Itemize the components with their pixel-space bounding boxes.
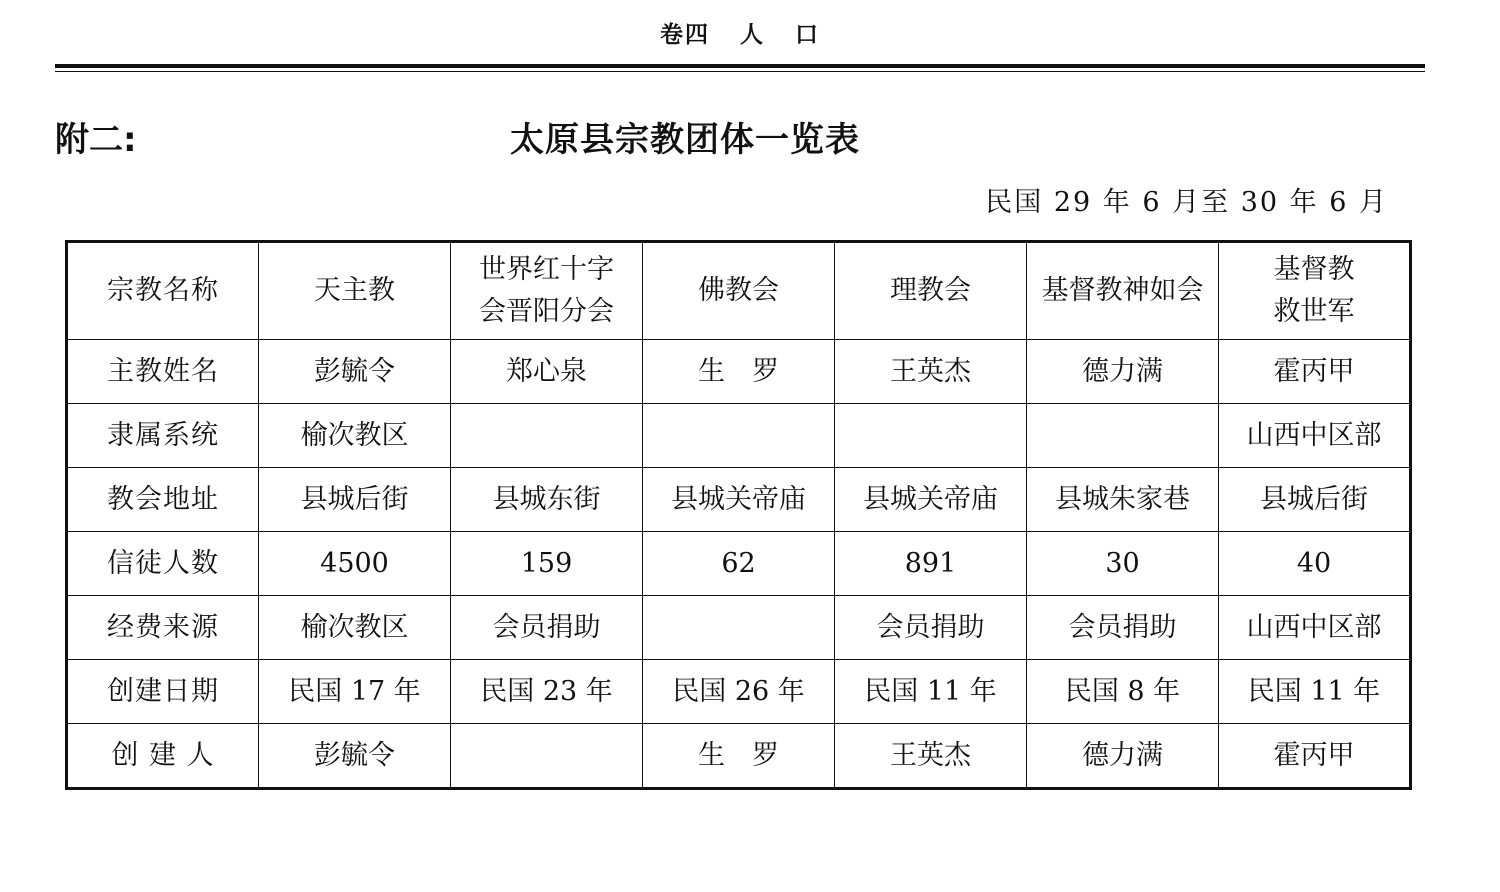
table-row	[67, 532, 1411, 596]
table-cell: 彭毓令	[259, 340, 451, 404]
table-cell	[451, 724, 643, 789]
row-label: 主教姓名	[67, 340, 259, 404]
table-cell: 彭毓令	[259, 724, 451, 789]
column-header-line: 基督教	[1273, 254, 1355, 285]
header-rule-thick	[55, 64, 1425, 68]
table-cell: 县城后街	[259, 468, 451, 532]
running-head-char-2: 口	[795, 21, 820, 48]
table-cell	[835, 404, 1027, 468]
table-cell: 德力满	[1027, 340, 1219, 404]
table-cell: 县城关帝庙	[835, 468, 1027, 532]
table-cell: 山西中区部	[1219, 404, 1411, 468]
table-cell	[643, 404, 835, 468]
column-header	[835, 242, 1027, 340]
table-cell: 生 罗	[643, 340, 835, 404]
column-header-line: 世界红十字	[479, 254, 614, 285]
column-header	[1219, 242, 1411, 340]
table-row	[67, 404, 1411, 468]
table-cell: 会员捐助	[451, 596, 643, 660]
table-row	[67, 340, 1411, 404]
column-header-line: 理教会	[890, 275, 971, 306]
table-cell: 891	[835, 532, 1027, 596]
table-cell: 民国 17 年	[259, 660, 451, 724]
table-cell: 民国 26 年	[643, 660, 835, 724]
table-row	[67, 660, 1411, 724]
column-header-line: 佛教会	[698, 275, 779, 306]
table-cell: 民国 8 年	[1027, 660, 1219, 724]
row-label: 创 建 人	[67, 724, 259, 789]
table-cell	[451, 404, 643, 468]
table-cell: 会员捐助	[1027, 596, 1219, 660]
running-head-char-1: 人	[740, 21, 765, 48]
page-title: 太原县宗教团体一览表	[510, 120, 860, 160]
column-header	[643, 242, 835, 340]
table-row	[67, 724, 1411, 789]
row-label: 信徒人数	[67, 532, 259, 596]
table-cell: 民国 11 年	[835, 660, 1027, 724]
table-cell	[643, 596, 835, 660]
column-header-line: 会晋阳分会	[479, 296, 614, 327]
table-cell: 王英杰	[835, 724, 1027, 789]
date-range: 民国 29 年 6 月至 30 年 6 月	[985, 187, 1388, 218]
table-row	[67, 596, 1411, 660]
row-label: 创建日期	[67, 660, 259, 724]
running-head-volume: 卷四	[660, 21, 710, 48]
row-label: 教会地址	[67, 468, 259, 532]
table-cell: 王英杰	[835, 340, 1027, 404]
table-cell: 会员捐助	[835, 596, 1027, 660]
table-header-label: 宗教名称	[67, 242, 259, 340]
table-cell: 县城后街	[1219, 468, 1411, 532]
table-cell: 4500	[259, 532, 451, 596]
table-row	[67, 468, 1411, 532]
table-cell: 30	[1027, 532, 1219, 596]
table-cell: 62	[643, 532, 835, 596]
table-cell: 榆次教区	[259, 596, 451, 660]
table-cell: 郑心泉	[451, 340, 643, 404]
column-header	[259, 242, 451, 340]
table-cell: 德力满	[1027, 724, 1219, 789]
religious-groups-table	[65, 240, 1412, 790]
table-cell: 榆次教区	[259, 404, 451, 468]
column-header-line: 救世军	[1273, 296, 1355, 327]
table-cell: 159	[451, 532, 643, 596]
row-label: 经费来源	[67, 596, 259, 660]
table-cell: 40	[1219, 532, 1411, 596]
row-label: 隶属系统	[67, 404, 259, 468]
table-cell: 民国 11 年	[1219, 660, 1411, 724]
column-header	[1027, 242, 1219, 340]
table-cell: 县城关帝庙	[643, 468, 835, 532]
table-cell	[1027, 404, 1219, 468]
table-cell: 山西中区部	[1219, 596, 1411, 660]
table-cell: 霍丙甲	[1219, 724, 1411, 789]
column-header-line: 基督教神如会	[1041, 275, 1204, 306]
column-header-line: 天主教	[314, 275, 395, 306]
running-head	[0, 16, 1480, 49]
header-rule-thin	[55, 71, 1425, 72]
table-cell: 县城朱家巷	[1027, 468, 1219, 532]
table-header-row	[67, 242, 1411, 340]
table-cell: 民国 23 年	[451, 660, 643, 724]
table-cell: 霍丙甲	[1219, 340, 1411, 404]
table-cell: 县城东街	[451, 468, 643, 532]
table-cell: 生 罗	[643, 724, 835, 789]
column-header	[451, 242, 643, 340]
appendix-label: 附二:	[55, 120, 137, 160]
